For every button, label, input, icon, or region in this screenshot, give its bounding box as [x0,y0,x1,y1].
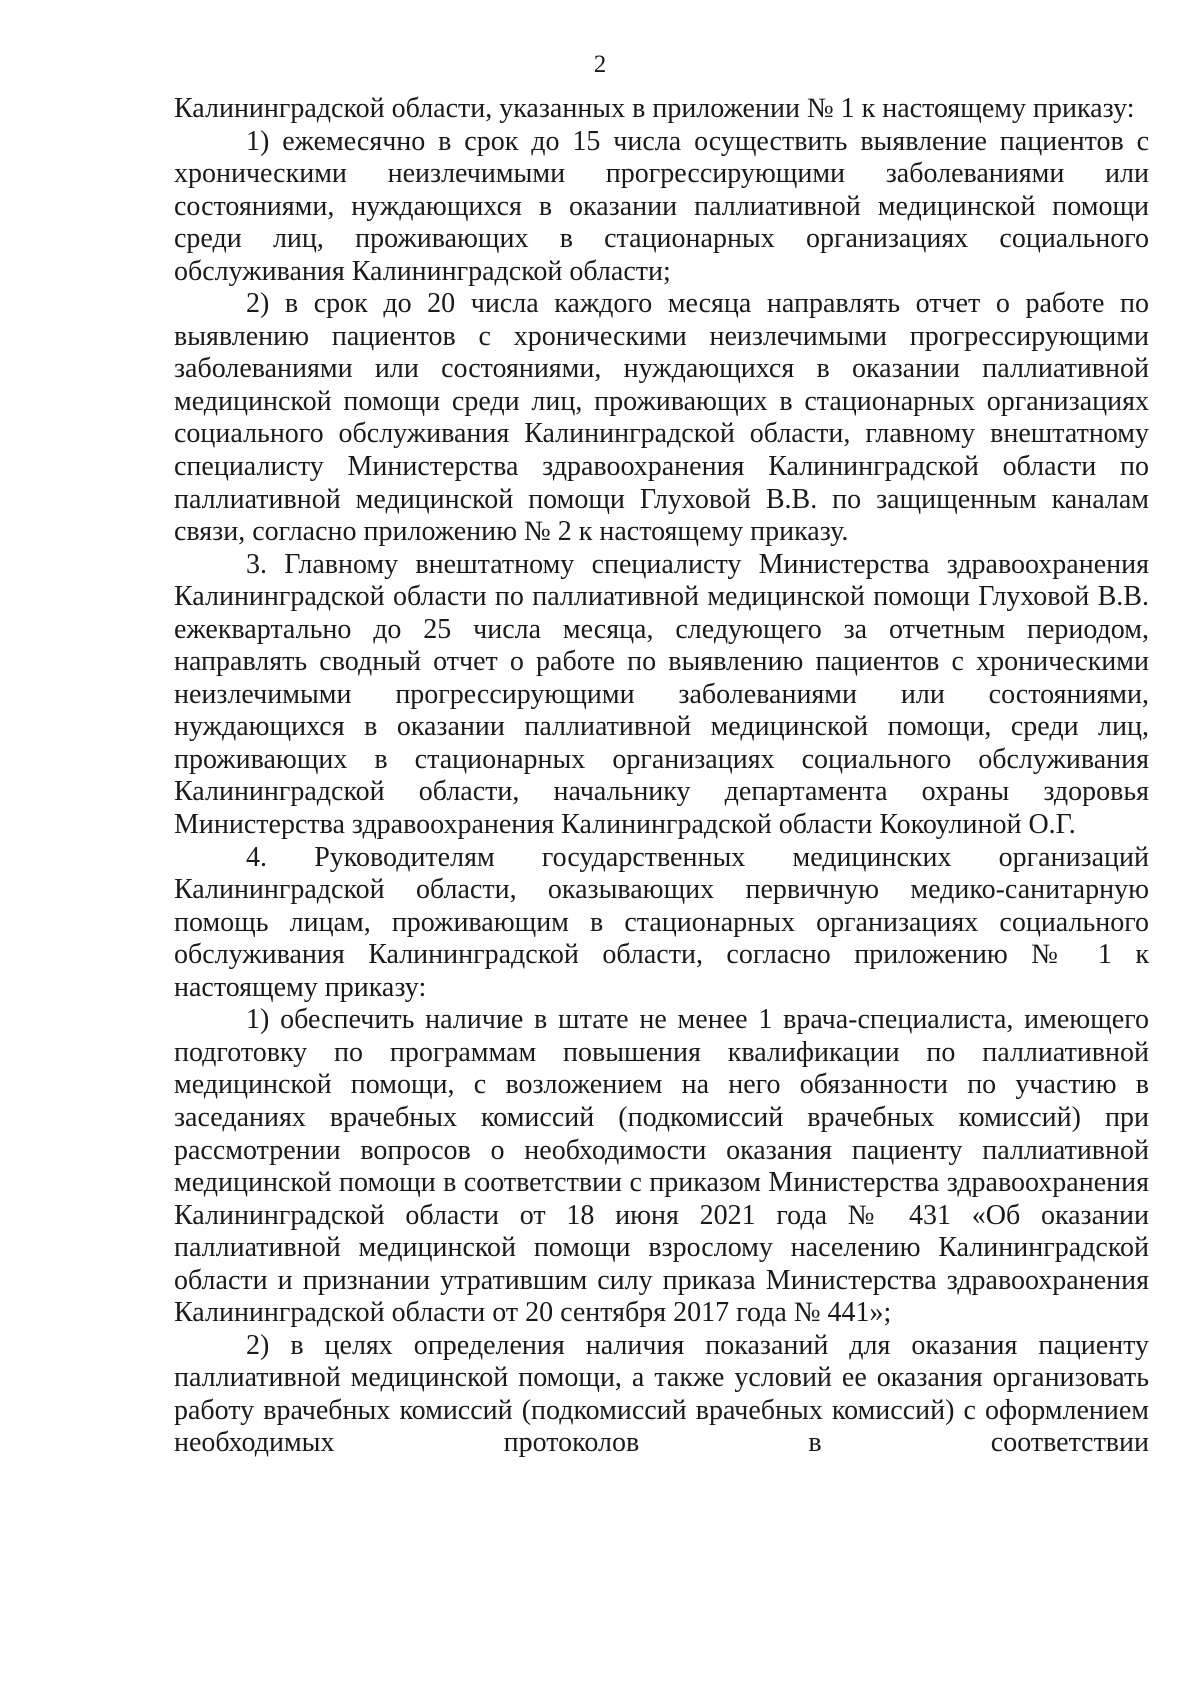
paragraph-item-2-2: 2) в срок до 20 числа каждого месяца направлять отчет о работе по выявлению пациентов с хроническими неизлечимыми прогрессирующими заболеваниями или состояниями, нуждающихся в оказании паллиативной медицинской помощи среди лиц, проживающих в стационарных организациях социального обслуживания Калининградской области, главному внештатному специалисту Министерства здравоохранения Калининградской области по паллиативной медицинской помощи Глуховой В.В. по защищенным каналам связи, согласно приложению № 2 к настоящему приказу. [174,288,1149,548]
paragraph-item-4: 4. Руководителям государственных медицинских организаций Калининградской области, оказывающих первичную медико-санитарную помощь лицам, проживающим в стационарных организациях социального обслуживания Калининградской области, согласно приложению № 1 к настоящему приказу: [174,841,1149,1003]
paragraph-item-4-2: 2) в целях определения наличия показаний для оказания пациенту паллиативной медицинской помощи, а также условий ее оказания организовать работу врачебных комиссий (подкомиссий врачебных комиссий) с оформлением необходимых протоколов в соответствии [174,1329,1149,1459]
paragraph-item-2-1: 1) ежемесячно в срок до 15 числа осуществить выявление пациентов с хроническими неизлечимыми прогрессирующими заболеваниями или состояниями, нуждающихся в оказании паллиативной медицинской помощи среди лиц, проживающих в стационарных организациях социального обслуживания Калининградской области; [174,125,1149,287]
paragraph-continuation: Калининградской области, указанных в приложении № 1 к настоящему приказу: [174,93,1135,124]
page-number: 2 [593,51,607,78]
paragraph-item-3: 3. Главному внештатному специалисту Министерства здравоохранения Калининградской области по паллиативной медицинской помощи Глуховой В.В. ежеквартально до 25 числа месяца, следующего за отчетным периодом, направлять сводный отчет о работе по выявлению пациентов с хроническими неизлечимыми прогрессирующими заболеваниями или состояниями, нуждающихся в оказании паллиативной медицинской помощи, среди лиц, проживающих в стационарных организациях социального обслуживания Калининградской области, начальнику департамента охраны здоровья Министерства здравоохранения Калининградской области Кокоулиной О.Г. [174,548,1149,841]
paragraph-item-4-1: 1) обеспечить наличие в штате не менее 1 врача-специалиста, имеющего подготовку по программам повышения квалификации по паллиативной медицинской помощи, с возложением на него обязанности по участию в заседаниях врачебных комиссий (подкомиссий врачебных комиссий) при рассмотрении вопросов о необходимости оказания пациенту паллиативной медицинской помощи в соответствии с приказом Министерства здравоохранения Калининградской области от 18 июня 2021 года № 431 «Об оказании паллиативной медицинской помощи взрослому населению Калининградской области и признании утратившим силу приказа Министерства здравоохранения Калининградской области от 20 сентября 2017 года № 441»; [174,1004,1149,1329]
document-body [174,93,1149,1460]
